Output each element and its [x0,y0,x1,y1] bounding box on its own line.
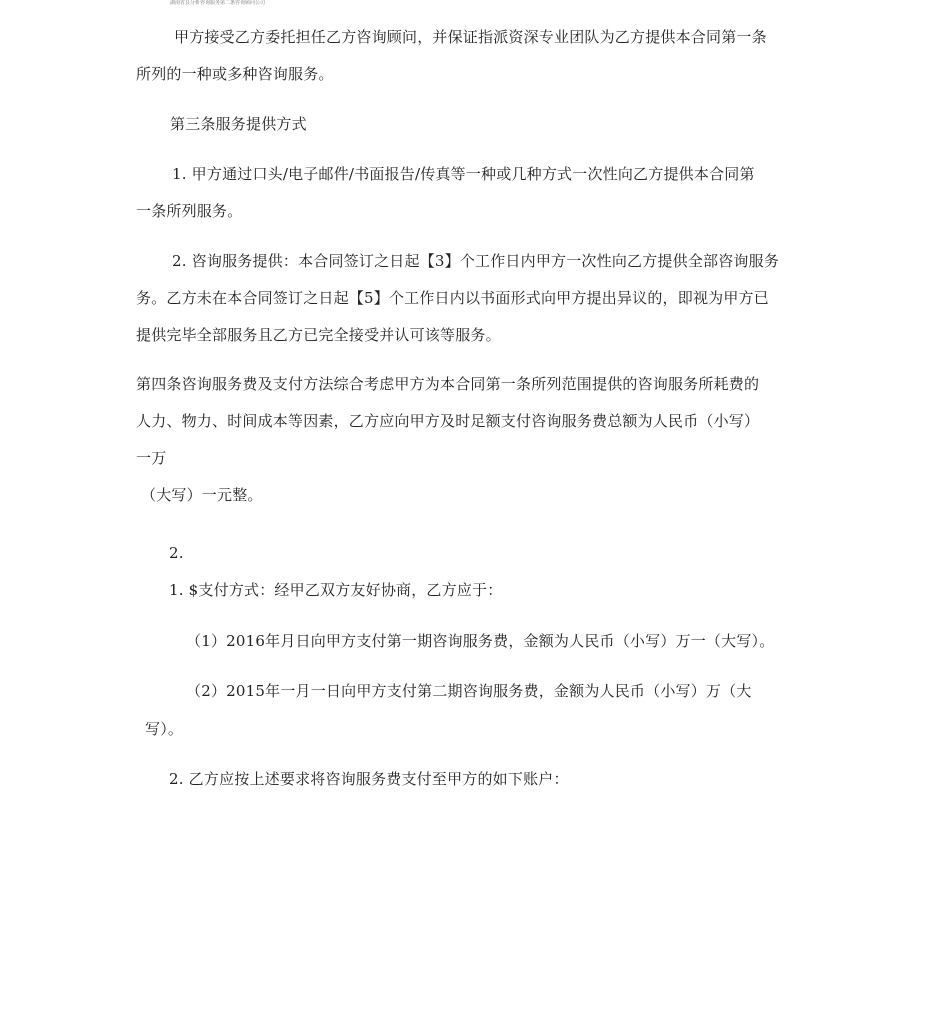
list-item: 1. 甲方通过口头/电子邮件/书面报告/传真等一种或几种方式一次性向乙方提供本合同第 [172,165,755,183]
paragraph-line: 一万 [136,449,167,467]
paragraph-line: 写）。 [145,720,184,738]
paragraph-line: 人力、物力、时间成本等因素，乙方应向甲方及时足额支付咨询服务费总额为人民币（小写） [136,412,760,430]
paragraph-line: 所列的一种或多种咨询服务。 [136,65,334,83]
section-heading: 第四条咨询服务费及支付方法综合考虑甲方为本合同第一条所列范围提供的咨询服务所耗费的 [136,375,760,393]
paragraph-line: 一条所列服务。 [136,202,243,220]
list-item: 2. 咨询服务提供：本合同签订之日起【3】个工作日内甲方一次性向乙方提供全部咨询服务 [172,252,780,270]
paragraph-line: 提供完毕全部服务且乙方已完全接受并认可该等服务。 [136,326,501,344]
list-item: （1）2016年月日向甲方支付第一期咨询服务费，金额为人民币（小写）万一（大写）。 [186,632,775,650]
section-heading: 第三条服务提供方式 [170,115,307,133]
list-number: 2. [169,544,184,562]
paragraph-line: 甲方接受乙方委托担任乙方咨询顾问，并保证指派资深专业团队为乙方提供本合同第一条 [174,28,767,46]
list-item: 2. 乙方应按上述要求将咨询服务费支付至甲方的如下账户： [169,770,569,788]
list-item: 1. $支付方式：经甲乙双方友好协商，乙方应于： [169,581,503,599]
paragraph-line: 务。乙方未在本合同签订之日起【5】个工作日内以书面形式向甲方提出异议的，即视为甲方已 [136,289,769,307]
list-item: （2）2015年一月一日向甲方支付第二期咨询服务费，金额为人民币（小写）万（大 [186,682,752,700]
paragraph-line: （大写）一元整。 [141,486,263,504]
page-header: 湖南省县分析咨询服务第二条咨询顾问公司 [170,0,266,6]
